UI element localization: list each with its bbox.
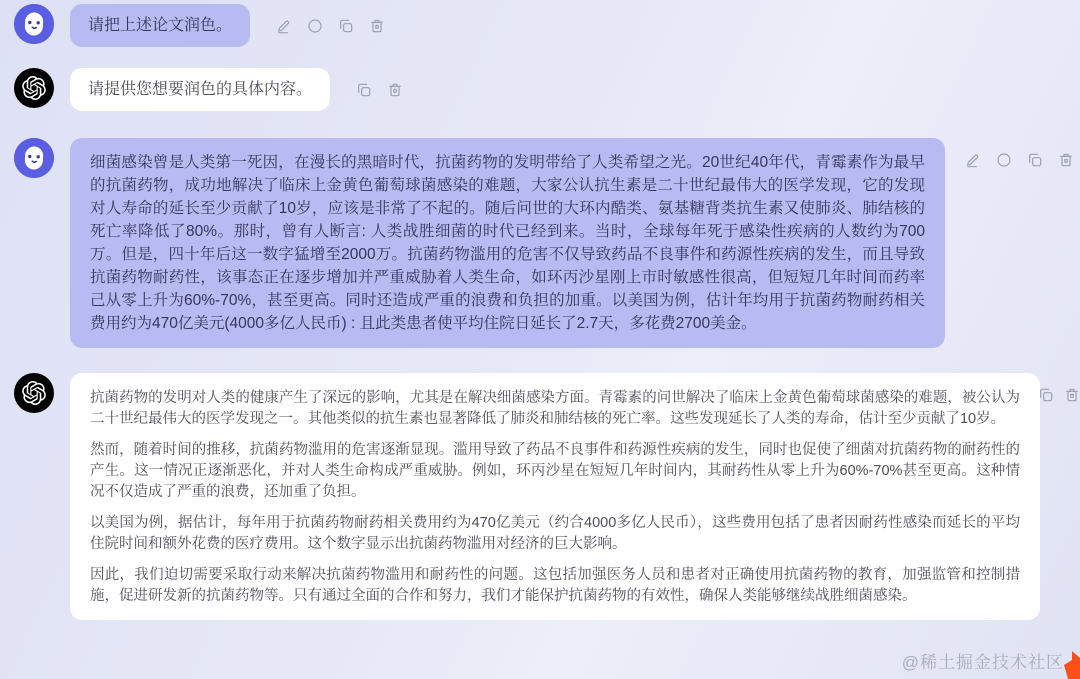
select-button[interactable] (307, 18, 323, 34)
assistant-avatar (14, 68, 54, 108)
edit-icon (965, 152, 981, 168)
user-message-text: 细菌感染曾是人类第一死因，在漫长的黑暗时代，抗菌药物的发明带给了人类希望之光。20世纪40年代，青霉素作为最早的抗菌药物，成功地解决了临床上金黄色葡萄球菌感染的难题，大家公认抗生素是二十世纪最伟大的医学发现，它的发现对人寿命的延长至少贡献了10岁，应该是非常了不起的。随后问世的大环内酷类、氨基糖背类抗生素又使肺炎、肺结核的死亡率降低了80%。那时，曾有人断言: 人类战胜细菌的时代已经到来。当时，全球每年死于感染性疾病的人数约为700万。但是，四十年后这一数字猛增至2000万。抗菌药物滥用的危害不仅导致药品不良事件和药源性疾病的发生，而且导致抗菌药物耐药性，该事态正在逐步增加并严重威胁着人类生命，如环丙沙星刚上市时敏感性很高，但短短几年时间而药率己从零上升为60%-70%，甚至更高。同时还造成严重的浪费和负担的加重。以美国为例，估计年均用于抗菌药物耐药相关费用约为470亿美元(4000多亿人民币) : 且此类患者使平均住院日延长了2.7天，多花费2700美金。 (90, 154, 925, 332)
message-row-user-short (14, 4, 385, 47)
copy-icon (338, 18, 354, 34)
user-message-bubble (70, 138, 945, 348)
assistant-message-bubble (70, 68, 330, 111)
assistant-paragraph: 然而，随着时间的推移，抗菌药物滥用的危害逐渐显现。滥用导致了药品不良事件和药源性疾病的发生，同时也促使了细菌对抗菌药物的耐药性的产生。这一情况正逐渐恶化，并对人类生命构成严重威胁。例如，环丙沙星在短短几年时间内，其耐药性从零上升为60%-70%甚至更高。这种情况不仅造成了严重的浪费，还加重了负担。 (90, 442, 1020, 500)
user-message-text: 请把上述论文润色。 (88, 17, 233, 34)
user-face-icon (14, 138, 54, 178)
copy-icon (1038, 387, 1054, 403)
assistant-paragraph: 抗菌药物的发明对人类的健康产生了深远的影响，尤其是在解决细菌感染方面。青霉素的问世解决了临床上金黄色葡萄球菌感染的难题，被公认为二十世纪最伟大的医学发现之一。其他类似的抗生素也显著降低了肺炎和肺结核的死亡率。这些发现延长了人类的寿命，估计至少贡献了10岁。 (90, 390, 1020, 427)
copy-button[interactable] (356, 82, 372, 98)
user-face-icon (14, 4, 54, 44)
user-avatar (14, 4, 54, 44)
trash-icon (369, 18, 385, 34)
assistant-paragraph: 以美国为例，据估计，每年用于抗菌药物耐药相关费用约为470亿美元（约合4000多亿人民币），这些费用包括了患者因耐药性感染而延长的平均住院时间和额外花费的医疗费用。这个数字显示出抗菌药物滥用对经济的巨大影响。 (90, 515, 1020, 552)
trash-icon (1058, 152, 1074, 168)
message-actions (1038, 387, 1080, 403)
juejin-logo-fragment (1062, 651, 1080, 679)
copy-button[interactable] (338, 18, 354, 34)
delete-button[interactable] (387, 82, 403, 98)
message-actions (276, 18, 385, 34)
circle-icon (307, 18, 323, 34)
delete-button[interactable] (1064, 387, 1080, 403)
assistant-avatar (14, 373, 54, 413)
openai-logo-icon (22, 381, 46, 405)
user-message-bubble (70, 4, 250, 47)
assistant-paragraph: 因此，我们迫切需要采取行动来解决抗菌药物滥用和耐药性的问题。这包括加强医务人员和患者对正确使用抗菌药物的教育，加强监管和控制措施，促进研发新的抗菌药物等。只有通过全面的合作和努力，我们才能保护抗菌药物的有效性，确保人类能够继续战胜细菌感染。 (90, 567, 1020, 604)
assistant-message-text: 请提供您想要润色的具体内容。 (88, 81, 313, 98)
delete-button[interactable] (369, 18, 385, 34)
circle-icon (996, 152, 1012, 168)
message-row-assistant-short (14, 68, 403, 111)
message-row-user-long (14, 138, 1074, 348)
copy-button[interactable] (1027, 152, 1043, 168)
watermark-text: @稀土掘金技术社区 (901, 653, 1064, 672)
select-button[interactable] (996, 152, 1012, 168)
trash-icon (387, 82, 403, 98)
message-actions (965, 152, 1074, 168)
edit-icon (276, 18, 292, 34)
message-row-assistant-long (14, 373, 1080, 620)
trash-icon (1064, 387, 1080, 403)
openai-logo-icon (22, 76, 46, 100)
copy-icon (356, 82, 372, 98)
user-avatar (14, 138, 54, 178)
message-actions (356, 82, 403, 98)
edit-button[interactable] (276, 18, 292, 34)
copy-icon (1027, 152, 1043, 168)
delete-button[interactable] (1058, 152, 1074, 168)
edit-button[interactable] (965, 152, 981, 168)
assistant-message-bubble (70, 373, 1040, 620)
copy-button[interactable] (1038, 387, 1054, 403)
